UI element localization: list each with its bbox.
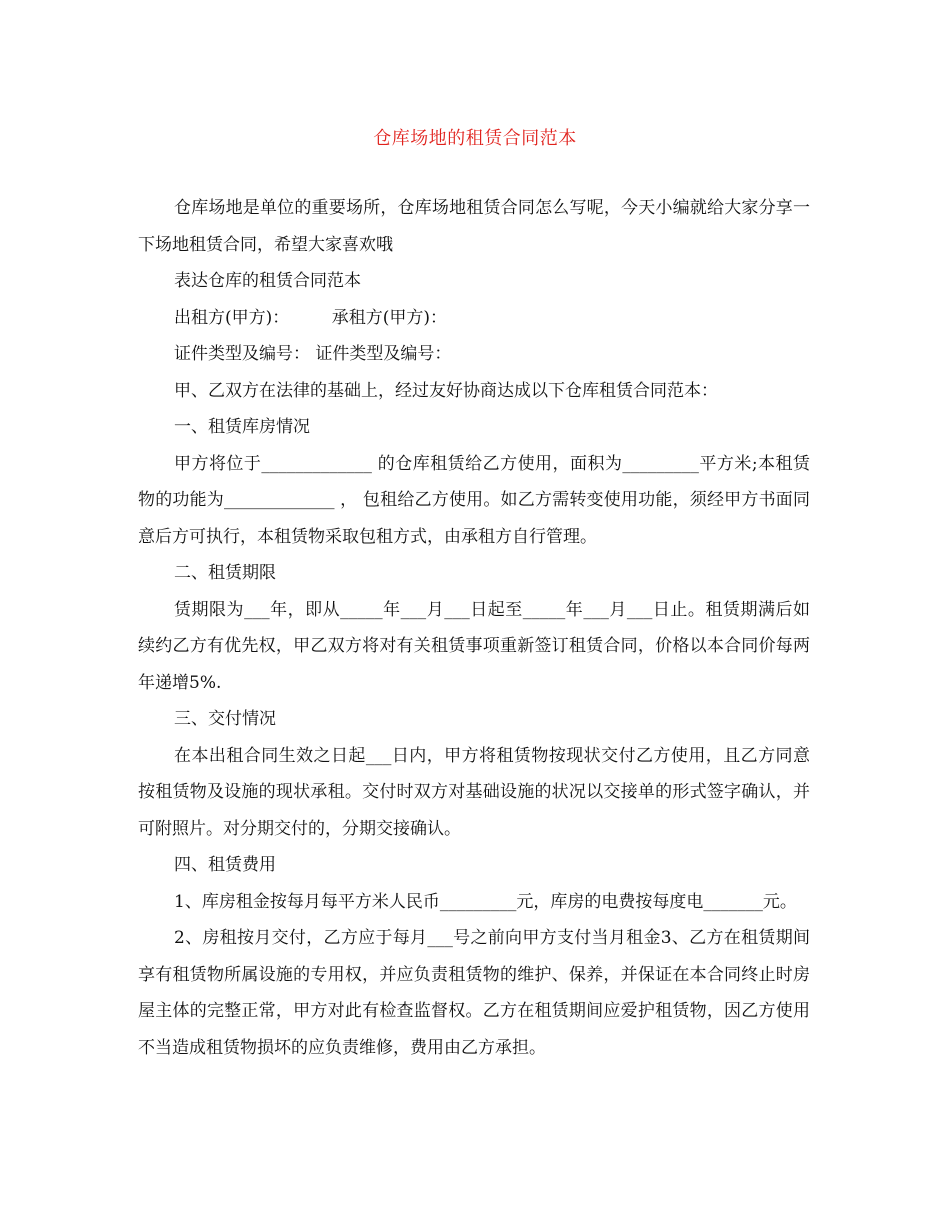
- section-heading-3: 三、交付情况: [174, 709, 276, 729]
- section-heading-4: 四、租赁费用: [174, 855, 276, 875]
- id-line: 证件类型及编号： 证件类型及编号：: [174, 344, 452, 364]
- section-4-item-1: 1、库房租金按每月每平方米人民币_________元，库房的电费按每度电_______元。: [174, 891, 797, 912]
- section-1-paragraph: 甲方将位于_____________ 的仓库租赁给乙方使用，面积为_________平方米;本租赁物的功能为_____________ ， 包租给乙方使用。如乙方需转变使用功能，须经甲方书面同意后方可执行，本租赁物采取包租方式，由承租方自行管理。: [138, 453, 810, 547]
- section-heading-2: 二、租赁期限: [174, 563, 276, 583]
- section-4-item-2: 2、房租按月交付，乙方应于每月___号之前向甲方支付当月租金3、乙方在租赁期间享有租赁物所属设施的专用权，并应负责租赁物的维护、保养，并保证在本合同终止时房屋主体的完整正常，甲方对此有检查监督权。乙方在租赁期间应爱护租赁物，因乙方使用不当造成租赁物损坏的应负责维修，费用由乙方承担。: [138, 928, 810, 1058]
- section-3-paragraph: 在本出租合同生效之日起___日内，甲方将租赁物按现状交付乙方使用，且乙方同意按租赁物及设施的现状承租。交付时双方对基础设施的状况以交接单的形式签字确认，并可附照片。对分期交付的，分期交接确认。: [138, 745, 810, 839]
- document-body: [138, 190, 810, 1066]
- section-2-paragraph: 赁期限为___年，即从_____年___月___日起至_____年___月___日止。租赁期满后如续约乙方有优先权，甲乙双方将对有关租赁事项重新签订租赁合同，价格以本合同价每两年递增5%.: [138, 599, 810, 693]
- subtitle-line: 表达仓库的租赁合同范本: [174, 271, 361, 291]
- document-title: 仓库场地的租赁合同范本: [373, 128, 577, 149]
- agreement-preamble: 甲、乙双方在法律的基础上，经过友好协商达成以下仓库租赁合同范本：: [174, 380, 718, 401]
- parties-line: 出租方(甲方)： 承租方(甲方)：: [174, 307, 448, 328]
- section-heading-1: 一、租赁库房情况: [174, 417, 310, 437]
- intro-paragraph: 仓库场地是单位的重要场所，仓库场地租赁合同怎么写呢，今天小编就给大家分享一下场地租赁合同，希望大家喜欢哦: [138, 198, 810, 255]
